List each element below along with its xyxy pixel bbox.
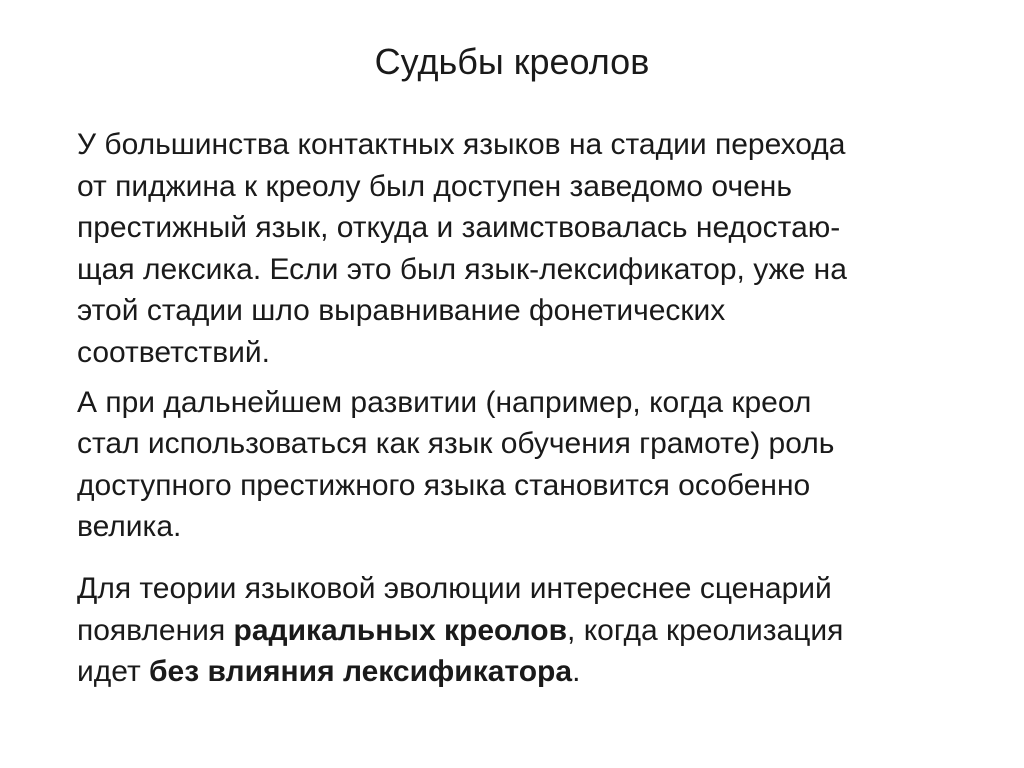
radical-creoles-bold: радикальных креолов [233,613,568,647]
paragraph-further-development: А при дальнейшем развитии (например, когда креол стал использоваться как язык обучения грамоте) роль доступного престижного языка становится особенно велика. [77,385,835,544]
paragraph-3-text-2: , когда креолизация идет [77,613,844,689]
without-lexifier-bold: без влияния лексификатора [149,655,573,689]
paragraph-3-text-1: Для теории языковой эволюции интереснее сценарий появления [77,571,832,647]
paragraph-evolution-theory [77,568,977,693]
slide-body [77,124,977,693]
paragraph-contact-languages: У большинства контактных языков на стадии перехода от пиджина к креолу был доступен заведомо очень престижный язык, откуда и заимствовалась недостаю- щая лексика. Если это был язык-лексификатор, уже на этой стадии шло выравнивание фонетических соответствий. [77,128,847,369]
paragraph-3-text-3: . [572,655,581,689]
slide-title: Судьбы креолов [374,41,650,82]
